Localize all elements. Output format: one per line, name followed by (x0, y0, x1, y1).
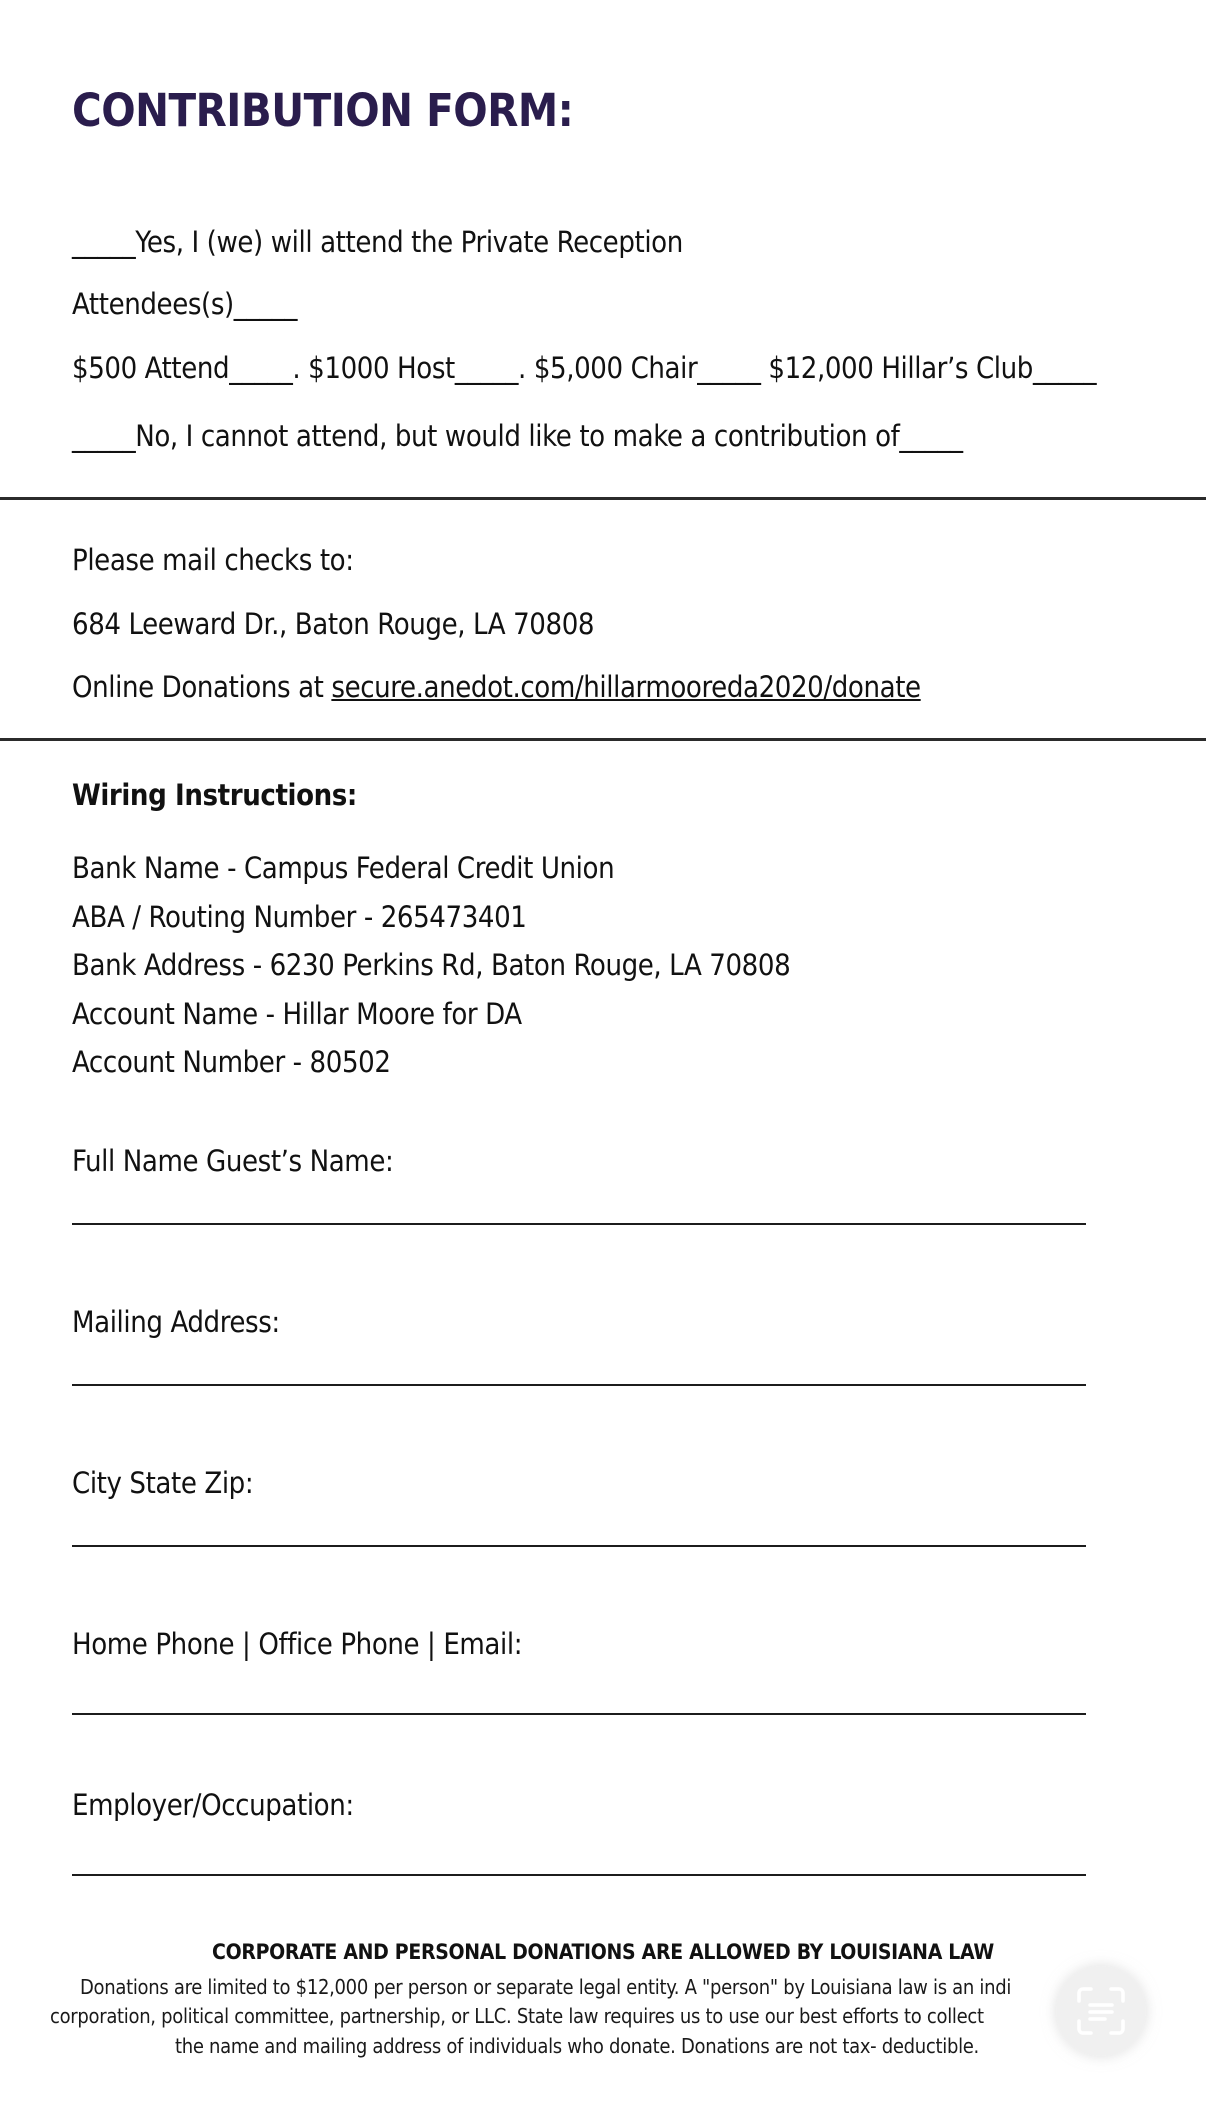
attendees-line: Attendees(s)_____ (72, 287, 298, 321)
footer-heading: CORPORATE AND PERSONAL DONATIONS ARE ALLOWED BY LOUISIANA LAW (212, 1940, 994, 1964)
scan-document-button[interactable] (1056, 1966, 1146, 2056)
page-title: CONTRIBUTION FORM: (72, 84, 574, 137)
attend-line: _____Yes, I (we) will attend the Private Reception (72, 225, 683, 259)
online-donations (72, 669, 921, 705)
guest-name-field[interactable] (72, 1223, 1086, 1225)
footer-line-2: corporation, political committee, partnership, or LLC. State law requires us to use our best efforts to collect (50, 2004, 984, 2028)
section-divider-2 (0, 738, 1206, 741)
wiring-heading: Wiring Instructions: (72, 778, 357, 812)
field-label-guest-name: Full Name Guest’s Name: (72, 1144, 394, 1178)
decline-line: _____No, I cannot attend, but would like to make a contribution of_____ (72, 419, 963, 453)
mail-address: 684 Leeward Dr., Baton Rouge, LA 70808 (72, 607, 595, 641)
employer-occupation-field[interactable] (72, 1874, 1086, 1876)
wiring-routing-number: ABA / Routing Number - 265473401 (72, 900, 527, 934)
levels-line: $500 Attend_____. $1000 Host_____. $5,000 Chair_____ $12,000 Hillar’s Club_____ (72, 351, 1097, 385)
mailing-address-field[interactable] (72, 1384, 1086, 1386)
document-scan-icon (1073, 1983, 1129, 2039)
online-prefix: Online Donations at (72, 670, 332, 704)
wiring-bank-address: Bank Address - 6230 Perkins Rd, Baton Rouge, LA 70808 (72, 948, 791, 982)
field-label-city-state-zip: City State Zip: (72, 1466, 254, 1500)
wiring-account-name: Account Name - Hillar Moore for DA (72, 997, 522, 1031)
phone-email-field[interactable] (72, 1713, 1086, 1715)
footer-line-3: the name and mailing address of individuals who donate. Donations are not tax- deductible. (175, 2034, 979, 2058)
field-label-employer-occupation: Employer/Occupation: (72, 1788, 354, 1822)
footer-line-1: Donations are limited to $12,000 per person or separate legal entity. A "person" by Louisiana law is an indi (80, 1975, 1012, 1999)
city-state-zip-field[interactable] (72, 1545, 1086, 1547)
wiring-bank-name: Bank Name - Campus Federal Credit Union (72, 851, 615, 885)
wiring-account-number: Account Number - 80502 (72, 1045, 391, 1079)
field-label-phone-email: Home Phone | Office Phone | Email: (72, 1627, 523, 1661)
donate-link[interactable]: secure.anedot.com/hillarmooreda2020/donate (331, 670, 921, 704)
section-divider-1 (0, 497, 1206, 500)
mail-label: Please mail checks to: (72, 543, 354, 577)
field-label-mailing-address: Mailing Address: (72, 1305, 280, 1339)
